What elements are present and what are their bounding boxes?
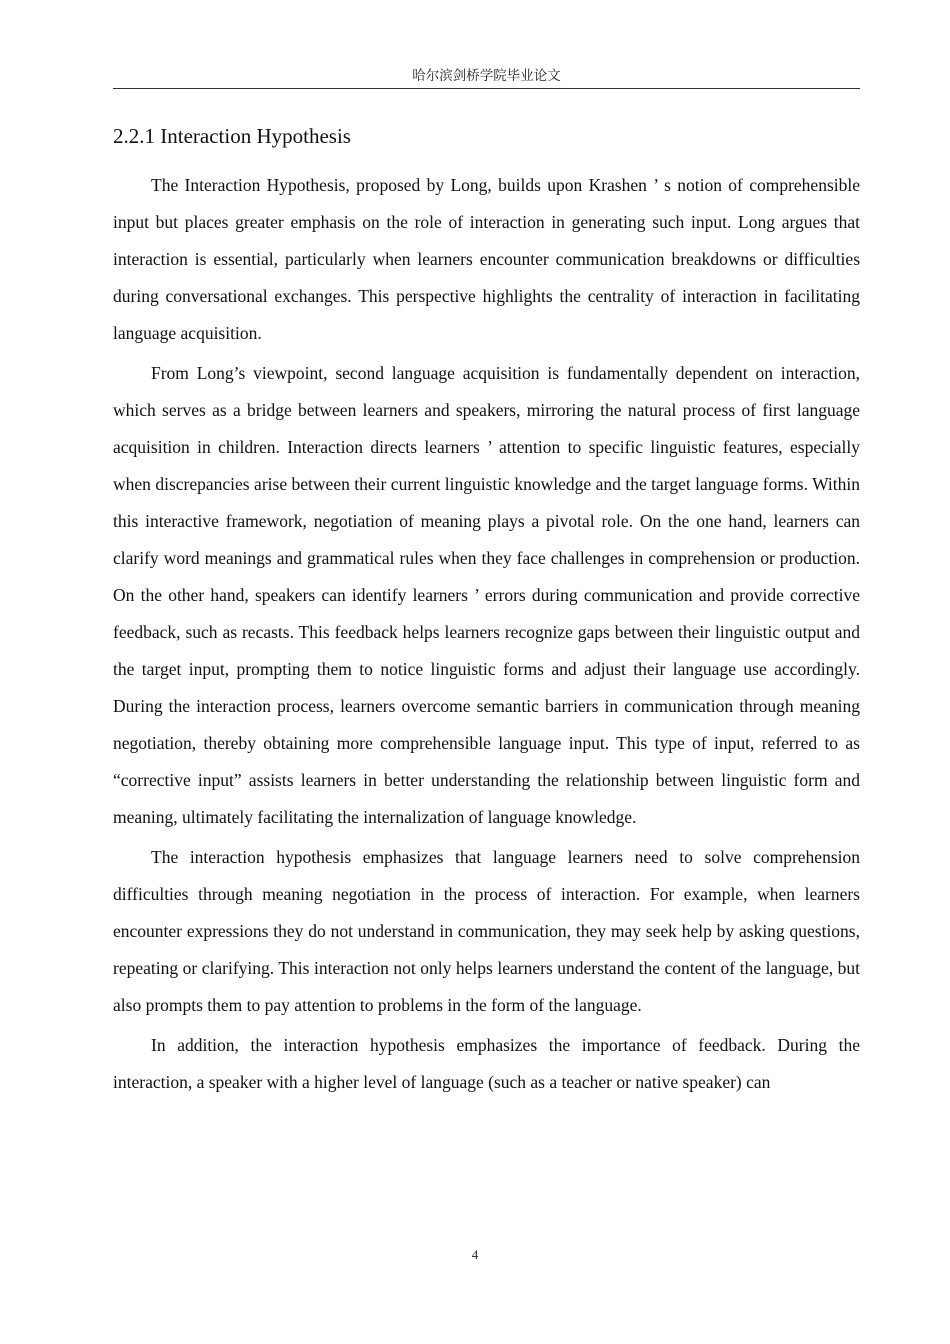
paragraph: In addition, the interaction hypothesis emphasizes the importance of feedback. During the interaction, a speaker with a higher level of language (such as a teacher or native speaker) can [113,1035,860,1092]
section-heading: 2.2.1 Interaction Hypothesis [113,124,351,148]
header-divider [113,88,860,89]
page-number: 4 [471,1247,479,1262]
body-text [113,167,860,1104]
paragraph: The Interaction Hypothesis, proposed by Long, builds upon Krashen ’ s notion of comprehensible input but places greater emphasis on the role of interaction in generating such input. Long argues that interaction is essential, particularly when learners encounter communication breakdowns or difficulties during conversational exchanges. This perspective highlights the centrality of interaction in facilitating language acquisition. [113,175,860,343]
paragraph: From Long’s viewpoint, second language acquisition is fundamentally dependent on interaction, which serves as a bridge between learners and speakers, mirroring the natural process of first language acquisition in children. Interaction directs learners ’ attention to specific linguistic features, especially when discrepancies arise between their current linguistic knowledge and the target language forms. Within this interactive framework, negotiation of meaning plays a pivotal role. On the one hand, learners can clarify word meanings and grammatical rules when they face challenges in comprehension or production. On the other hand, speakers can identify learners ’ errors during communication and provide corrective feedback, such as recasts. This feedback helps learners recognize gaps between their linguistic output and the target input, prompting them to notice linguistic forms and adjust their language use accordingly. During the interaction process, learners overcome semantic barriers in communication through meaning negotiation, thereby obtaining more comprehensible language input. This type of input, referred to as “corrective input” assists learners in better understanding the relationship between linguistic form and meaning, ultimately facilitating the internalization of language knowledge. [113,363,860,827]
paragraph: The interaction hypothesis emphasizes that language learners need to solve comprehension difficulties through meaning negotiation in the process of interaction. For example, when learners encounter expressions they do not understand in communication, they may seek help by asking questions, repeating or clarifying. This interaction not only helps learners understand the content of the language, but also prompts them to pay attention to problems in the form of the language. [113,847,860,1015]
running-header: 哈尔滨剑桥学院毕业论文 [412,68,561,83]
